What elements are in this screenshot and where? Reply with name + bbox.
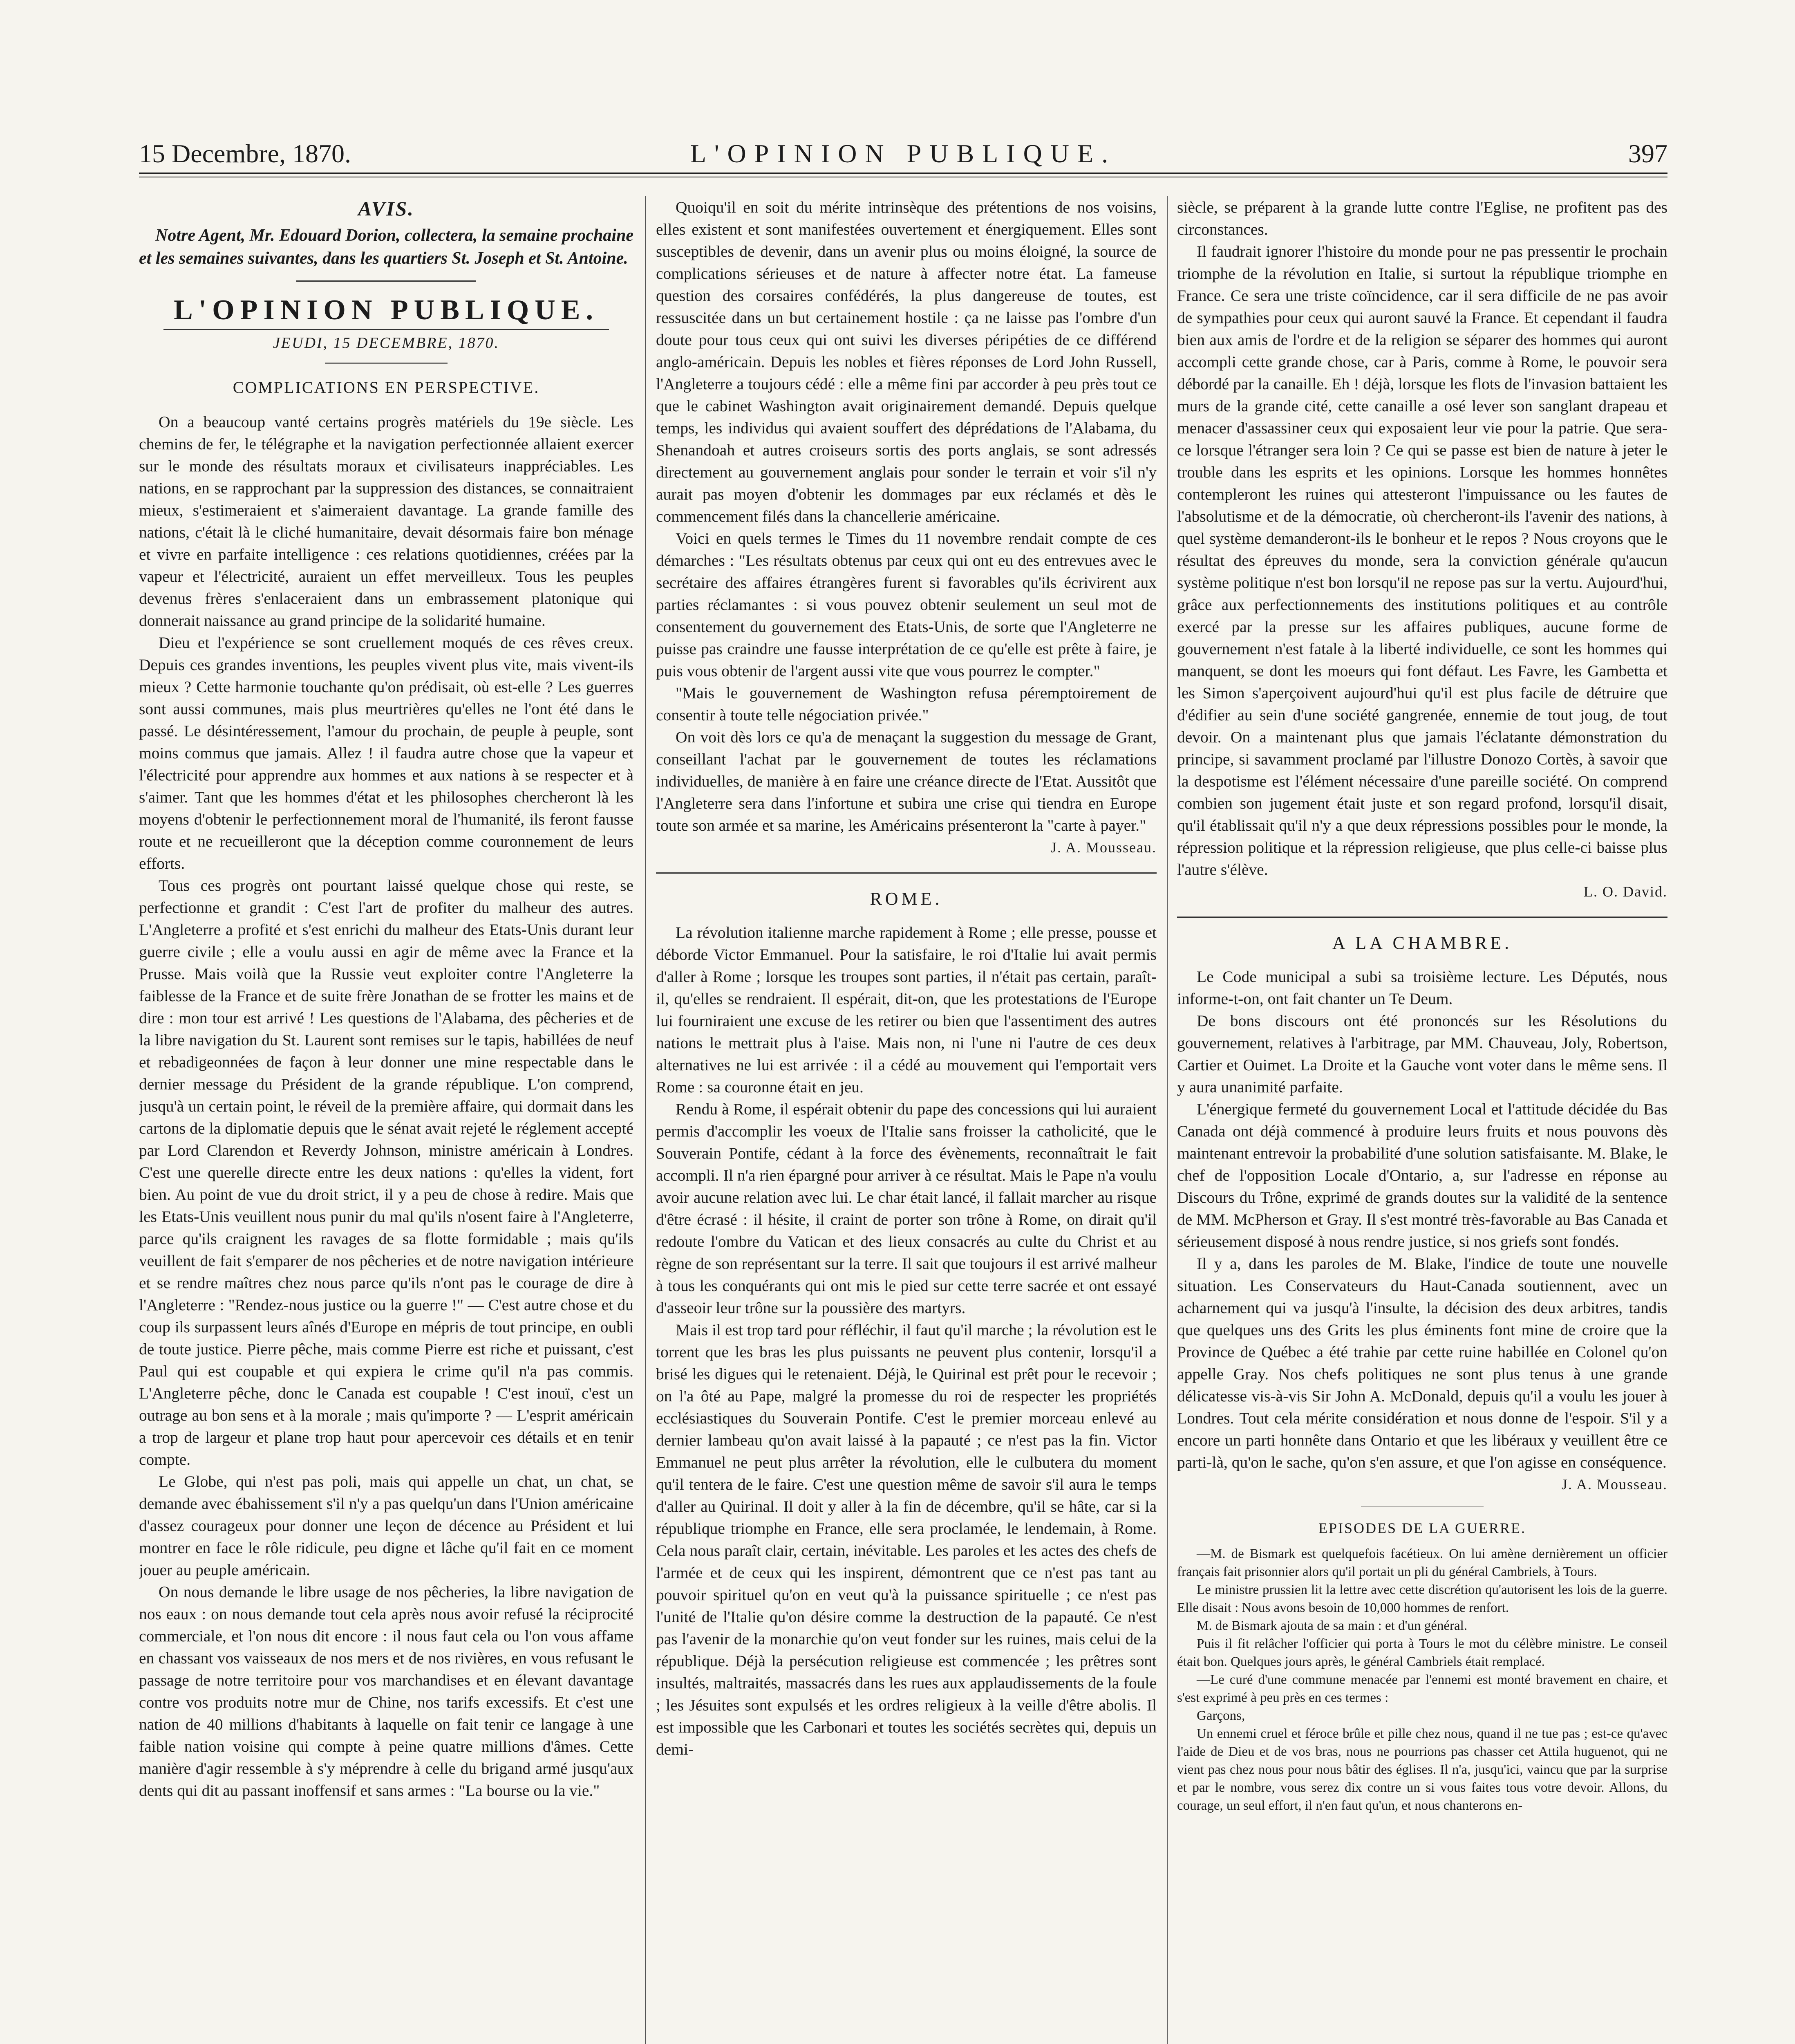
running-head bbox=[139, 132, 1667, 177]
masthead: L'OPINION PUBLIQUE. bbox=[174, 294, 599, 326]
article-paragraph: "Mais le gouvernement de Washington refusa péremptoirement de consentir à toute telle négociation privée." bbox=[656, 684, 1157, 724]
episode-paragraph: —M. de Bismark est quelquefois facétieux. On lui amène dernièrement un officier français fait prisonnier alors qu'il portait un pli du général Cambriels, à Tours. bbox=[1177, 1546, 1667, 1579]
episode-paragraph: Un ennemi cruel et féroce brûle et pille chez nous, quand il ne tue pas ; est-ce qu'avec l'aide de Dieu et de vos bras, nous ne pourrions pas chasser cet Attila huguenot, qui ne vient pas chez nous pour nous bâtir des églises. Il n'a, jusqu'ici, vaincu que par la surprise et par le nombre, vous serez dix contre un si vous faites tous votre devoir. Allons, du courage, un seul effort, il n'en faut qu'un, et nous chanterons en- bbox=[1177, 1726, 1667, 1813]
issue-date: 15 Decembre, 1870. bbox=[139, 139, 351, 168]
column-3 bbox=[1177, 196, 1667, 2044]
avis-notice: Notre Agent, Mr. Edouard Dorion, collectera, la semaine prochaine et les semaines suivantes, dans les quartiers St. Joseph et St. Antoine. bbox=[139, 226, 633, 268]
article-paragraph: On nous demande le libre usage de nos pêcheries, la libre navigation de nos eaux : on nous demande tout cela après nous avoir refusé la réciprocité commerciale, et l'on nous dit encore : il nous faut cela ou l'on vous affame en chassant vos vaisseaux de nos mers et de nos rivières, en vous refusant le passage de notre territoire pour vos marchandises et en élevant davantage contre vos produits notre mur de Chine, nos tarifs excessifs. Et c'est une nation de 40 millions d'habitants à laquelle on fait tenir ce langage à une faible nation voisine qui compte à peine quatre millions d'âmes. Cette manière d'agir ressemble à s'y méprendre à celle du brigand armé jusqu'aux dents qui dit au passant inoffensif et sans armes : "La bourse ou la vie." bbox=[139, 1583, 633, 1800]
column-divider bbox=[1167, 196, 1168, 2044]
section-title: ROME. bbox=[870, 889, 943, 909]
article-paragraph: L'énergique fermeté du gouvernement Local et l'attitude décidée du Bas Canada ont déjà commencé à produire leurs fruits et nous pouvons dès maintenant entrevoir la probabilité d'une solution satisfaisante. M. Blake, le chef de l'opposition Locale d'Ontario, a, sur l'adresse en réponse au Discours du Trône, exprimé de grands doutes sur la validité de la sentence de MM. McPherson et Gray. Il s'est montré très-favorable au Bas Canada et sérieusement disposé à nous rendre justice, si nos griefs sont fondés. bbox=[1177, 1100, 1667, 1251]
episodes-list bbox=[1177, 1545, 1667, 1815]
article-paragraph: Quoiqu'il en soit du mérite intrinsèque des prétentions de nos voisins, elles existent et sont manifestées ouvertement et énergiquement. Elles sont susceptibles de devenir, dans un avenir plus ou moins éloigné, la source de complications sérieuses et de nature à affecter notre état. La fameuse question des corsaires confédérés, la plus dangereuse de toutes, est ressuscitée dans un but certainement hostile : ça ne laisse pas l'ombre d'un doute pour tous ceux qui ont suivi les diverses péripéties de ce différend anglo-américain. Depuis les nobles et fières réponses de Lord John Russell, l'Angleterre a toujours cédé : elle a même fini par accorder à peu près tout ce que le cabinet Washington avait originairement demandé. Depuis quelque temps, les individus qui avaient souffert des déprédations de l'Alabama, du Shenandoah et autres croiseurs sortis des ports anglais, se sont adressés directement au gouvernement anglais pour sonder le terrain et voir s'il n'y aurait pas moyen d'obtenir les dommages par eux réclamés et dès le commencement filés dans la chancellerie américaine. bbox=[656, 198, 1157, 525]
episode-paragraph: Garçons, bbox=[1197, 1708, 1245, 1723]
author-signature: L. O. David. bbox=[1584, 883, 1667, 900]
episode-paragraph: M. de Bismark ajouta de sa main : et d'un général. bbox=[1197, 1618, 1468, 1633]
article-paragraph: Il y a, dans les paroles de M. Blake, l'indice de toute une nouvelle situation. Les Conservateurs du Haut-Canada soutiennent, avec un acharnement qui va jusqu'à l'insulte, la décision des deux arbitres, tandis que quelques uns des Grits les plus éminents font mine de croire que la Province de Québec a été trahie par cette ruine habillée en Colonel qu'on appelle Gray. Nos chefs politiques ne sont plus tenus à une grande délicatesse vis-à-vis Sir John A. McDonald, depuis qu'il a voulu les jouer à Londres. Tout cela mérite considération et nous donne de l'espoir. S'il y a encore un parti honnête dans Ontario et que les libéraux y veuillent être ce parti-là, qu'on le sache, qu'on s'en assure, et que l'on agisse en conséquence. bbox=[1177, 1255, 1667, 1471]
article-paragraph: Le Globe, qui n'est pas poli, mais qui appelle un chat, un chat, se demande avec ébahissement s'il n'y a pas quelqu'un dans l'Union américaine d'assez courageux pour donner une leçon de décence au Président et lui montrer en face le rôle ridicule, peu digne et lâche qu'il fait en ce moment jouer au peuple américain. bbox=[139, 1472, 633, 1579]
article-paragraph: Voici en quels termes le Times du 11 novembre rendait compte de ces démarches : "Les résultats obtenus par ceux qui ont eu des entrevues avec le secrétaire des affaires étrangères furent si favorables qu'ils écrivirent aux parties réclamantes : si vous pouvez obtenir seulement un seul mot de consentement du gouvernement des Etats-Unis, de sorte que l'Angleterre ne puisse pas craindre une fausse interprétation de ce qu'elle est prête à faire, je puis vous obtenir de l'argent aussi vite que vous pourrez le compter." bbox=[656, 529, 1157, 680]
episode-paragraph: Le ministre prussien lit la lettre avec cette discrétion qu'autorisent les lois de la guerre. Elle disait : Nous avons besoin de 10,000 hommes de renfort. bbox=[1177, 1582, 1667, 1615]
section-chambre bbox=[1177, 917, 1667, 1495]
article-paragraph: De bons discours ont été prononcés sur les Résolutions du gouvernement, relatives à l'arbitrage, par MM. Chauveau, Joly, Robertson, Cartier et Ouimet. La Droite et la Gauche vont voter dans le même sens. Il y aura unanimité parfaite. bbox=[1177, 1012, 1667, 1096]
author-signature: J. A. Mousseau. bbox=[1050, 839, 1157, 856]
article-paragraph: Mais il est trop tard pour réfléchir, il faut qu'il marche ; la révolution est le torrent que les bras les plus puissants ne peuvent plus contenir, lorsqu'il a brisé les digues qui le retenaient. Déjà, le Quirinal est prêt pour le recevoir ; on l'a ôté au Pape, malgré la promesse du roi de respecter les propriétés ecclésiastiques du Souverain Pontife. C'est le premier morceau enlevé au dernier lambeau qu'on avait laissé à la papauté ; ce n'est pas la fin. Victor Emmanuel ne peut plus arrêter la révolution, elle le culbutera du moment qu'il tentera de le faire. C'est une question même de savoir s'il aura le temps d'aller au Quirinal. Il doit y aller à la fin de décembre, qu'il se hâte, car si la république triomphe en France, elle sera proclamée, le lendemain, à Rome. Cela nous paraît clair, certain, inévitable. Les paroles et les actes des chefs de l'armée et de ceux qui les inspirent, démontrent que ce n'est pas tant au pouvoir spirituel qu'on en veut qu'à la puissance spirituelle ; ce n'est pas l'unité de l'Italie qu'on désire comme la destruction de la papauté. Ce n'est pas l'avenir de la monarchie qu'on veut fonder sur les ruines, mais celui de la république. Déjà la persécution religieuse est commencée ; les prêtres sont insultés, maltraités, massacrés dans les rues aux applaudissements de la foule ; les Jésuites sont expulsés et les ordres religieux à la veille d'être abolis. Il est impossible que les Carbonari et toutes les sociétés secrètes qui, depuis un demi- bbox=[656, 1321, 1157, 1758]
author-signature: J. A. Mousseau. bbox=[1561, 1476, 1667, 1493]
column-2 bbox=[656, 196, 1157, 2044]
article-paragraph: La révolution italienne marche rapidement à Rome ; elle presse, pousse et déborde Victor Emmanuel. Pour la satisfaire, le roi d'Italie lui avait permis d'aller à Rome ; lorsque les troupes sont parties, il n'était pas certain, paraît-il, qu'elles se rendraient. Il espérait, dit-on, que les protestations de l'Europe lui fourniraient une excuse de les retirer ou bien que l'assentiment des autres nations le mettrait plus à l'aise. Mais non, ni l'une ni l'autre de ces deux alternatives ne lui est arrivée : il a cédé au mouvement qui l'emportait vers Rome : sa couronne était en jeu. bbox=[656, 923, 1157, 1096]
article-paragraph: Dieu et l'expérience se sont cruellement moqués de ces rêves creux. Depuis ces grandes inventions, les peuples vivent plus vite, mais vivent-ils mieux ? Cette harmonie touchante qu'on prédisait, où est-elle ? Les guerres sont aussi communes, mais plus meurtrières qu'elles ne l'ont été dans le passé. Le désintéressement, l'amour du prochain, de peuple à peuple, sont moins commus que jamais. Allez ! il faudra autre chose que la vapeur et l'électricité pour apprendre aux hommes et aux nations à se respecter et à s'aimer. Tant que les hommes d'état et les philosophes chercheront là les moyens d'obtenir le perfectionnement moral de l'humanité, ils feront fausse route et ne recueilleront que la déception comme couronnement de leurs efforts. bbox=[139, 634, 633, 872]
newspaper-title: L'OPINION PUBLIQUE. bbox=[690, 139, 1117, 168]
article-paragraph: Rendu à Rome, il espérait obtenir du pape des concessions qui lui auraient permis d'accomplir les voeux de l'Italie sans froisser la catholicité, que le Souverain Pontife, cédant à la force des évènements, reconnaîtrait le fait accompli. Il n'a rien épargné pour arriver à ce résultat. Mais le Pape n'a voulu avoir aucune relation avec lui. Le char était lancé, il fallait marcher au risque d'être écrasé : il hésite, il craint de porter son trône à Rome, on dirait qu'il redoute l'ombre du Vatican et des lieux consacrés au culte du Christ et au règne de son représentant sur la terre. Il sait que toujours il est arrivé malheur à tous les conquérants qui ont mis le pied sur cette terre sacrée et ont essayé d'asseoir leur trône sur la poussière des martyrs. bbox=[656, 1100, 1157, 1317]
article-paragraph: Il faudrait ignorer l'histoire du monde pour ne pas pressentir le prochain triomphe de la révolution en Italie, si surtout la république triomphe en France. Ce sera une triste coïncidence, car il sera difficile de ne pas avoir de sympathies pour ceux qui auront sauvé la France. Et cependant il faudra bien aux amis de l'ordre et de la religion se séparer des hommes qui auront accompli cette grande chose, car à Paris, comme à Rome, le pouvoir sera débordé par la canaille. Eh ! déjà, lorsque les flots de l'invasion battaient les murs de la grande cité, cette canaille a osé lever son sanglant drapeau et menacer d'assassiner ceux qui exposaient leur vie pour la patrie. Que sera-ce lorsque l'étranger sera loin ? Ce qui se passe est bien de nature à jeter le trouble dans les esprits et les opinions. Lorsque les hommes honnêtes contempleront les ruines qui attesteront l'impuissance ou les fautes de l'absolutisme et de la démocratie, où chercheront-ils l'avenir des nations, à quel système demanderont-ils le bonheur et le repos ? Nous croyons que le résultat des épreuves du monde, sera la conviction générale qu'aucun système politique n'est bon lorsqu'il ne repose pas sur la vertu. Aujourd'hui, grâce aux perfectionnements des institutions politiques et au contrôle exercé par la presse sur les affaires publiques, aucune forme de gouvernement n'est fatale à la liberté individuelle, ce sont les hommes qui manquent, se dont les moeurs qui font défaut. Les Favre, les Gambetta et les Simon s'aperçoivent aujourd'hui qu'il est plus facile de détruire que d'édifier au sein d'une société gangrenée, ennemie de tout joug, de tout devoir. On a maintenant plus que jamais l'éclatante démonstration du principe, si savamment proclamé par l'illustre Donozo Cortès, à savoir que la despotisme est l'élément nécessaire d'une pareille société. On comprend combien son jugement était juste et son regard profond, lorsqu'il disait, qu'il établissait qu'il n'y a que deux répressions possibles pour le monde, la répression politique et la répression religieuse, que plus celle-ci baisse plus l'autre s'élève. bbox=[1177, 242, 1667, 879]
separator bbox=[296, 280, 476, 283]
section-rome bbox=[656, 872, 1157, 1760]
avis-title: AVIS. bbox=[358, 197, 414, 220]
episodes-title: EPISODES DE LA GUERRE. bbox=[1318, 1520, 1526, 1536]
separator bbox=[1361, 1506, 1484, 1509]
article-paragraph: Tous ces progrès ont pourtant laissé quelque chose qui reste, se perfectionne et grandit : C'est l'art de profiter du malheur des autres. L'Angleterre a profité et s'est enrichi du malheur des Etats-Unis durant leur guerre civile ; elle a voulu aussi en agir de même avec la France et la Prusse. Mais voilà que la Russie veut exploiter contre l'Angleterre la faiblesse de la France et de suite frère Jonathan de se frotter les mains et de dire : mon tour est arrivé ! Les questions de l'Alabama, des pêcheries et de la libre navigation du St. Laurent sont remises sur le tapis, habillées de neuf et rebadigeonnées de façon à leur donner une mine respectable dans le dernier message du Président de la grande république. L'on comprend, jusqu'à un certain point, le réveil de la première affaire, qui dormait dans les cartons de la diplomatie depuis que le sénat avait rejeté le réglement accepté par Lord Clarendon et Reverdy Johnson, ministre américain à Londres. C'est une querelle directe entre les deux nations : qu'elles la vident, fort bien. Au point de vue du droit strict, il y a peu de chose à redire. Mais que les Etats-Unis veuillent nous punir du mal qu'ils n'osent faire à l'Angleterre, parce qu'ils craignent les ravages de sa flotte formidable ; mais qu'ils veuillent de fait s'emparer de nos pêcheries et de notre navigation intérieure et se rendre maîtres chez nous parce qu'ils n'ont pas le courage de dire à l'Angleterre : "Rendez-nous justice ou la guerre !" — C'est autre chose et du coup ils surpassent leurs aînés d'Europe en mépris de tout principe, en oubli de toute justice. Pierre pêche, mais comme Pierre est riche et puissant, c'est Paul qui est coupable et qui expiera le crime qu'il n'a pas commis. L'Angleterre pêche, donc le Canada est coupable ! C'est inouï, c'est un outrage au bon sens et à la morale ; mais qu'importe ? — L'esprit américain a trop de largeur et plane trop haut pour apercevoir ces détails et en tenir compte. bbox=[139, 876, 633, 1468]
separator bbox=[325, 363, 448, 365]
article-paragraph: On voit dès lors ce qu'a de menaçant la suggestion du message de Grant, conseillant l'achat par le gouvernement de toutes les réclamations individuelles, de manière à en faire une créance directe de l'Etat. Aussitôt que l'Angleterre sera dans l'infortune et subira une crise qui tiendra en Europe toute son armée et sa marine, les Américains présenteront la "carte à payer." bbox=[656, 728, 1157, 834]
article-paragraph: Le Code municipal a subi sa troisième lecture. Les Députés, nous informe-t-on, ont fait chanter un Te Deum. bbox=[1177, 968, 1667, 1008]
article-headline: COMPLICATIONS EN PERSPECTIVE. bbox=[233, 378, 540, 397]
column-1 bbox=[139, 196, 633, 2044]
section-title: A LA CHAMBRE. bbox=[1332, 933, 1513, 953]
dateline: JEUDI, 15 DECEMBRE, 1870. bbox=[273, 334, 500, 352]
header-rule bbox=[139, 173, 1667, 174]
article-paragraph: On a beaucoup vanté certains progrès matériels du 19e siècle. Les chemins de fer, le télégraphe et la navigation perfectionnée allaient exercer sur le monde des résultats moraux et civilisateurs inappréciables. Les nations, en se rapprochant par la suppression des distances, se connaitraient mieux, s'estimeraient et s'aimeraient davantage. La grande famille des nations, c'était là le cliché humanitaire, devait désormais faire bon ménage et vivre en parfaite intelligence : ces relations quotidiennes, créées par la vapeur et l'électricité, auraient un effet merveilleux. Tous les peuples devenus frères s'enlaceraient dans un embrassement platonique qui donnerait naissance au grand principe de la solidarité humaine. bbox=[139, 413, 633, 630]
article-paragraph: siècle, se préparent à la grande lutte contre l'Eglise, ne profitent pas des circonstances. bbox=[1177, 198, 1667, 238]
episode-paragraph: —Le curé d'une commune menacée par l'ennemi est monté bravement en chaire, et s'est exprimé à peu près en ces termes : bbox=[1177, 1672, 1667, 1705]
column-divider bbox=[645, 196, 646, 2044]
episode-paragraph: Puis il fit relâcher l'officier qui porta à Tours le mot du célèbre ministre. Le conseil était bon. Quelques jours après, le général Cambriels était remplacé. bbox=[1177, 1636, 1667, 1669]
masthead-rule bbox=[163, 329, 609, 330]
page-number: 397 bbox=[1628, 139, 1667, 168]
